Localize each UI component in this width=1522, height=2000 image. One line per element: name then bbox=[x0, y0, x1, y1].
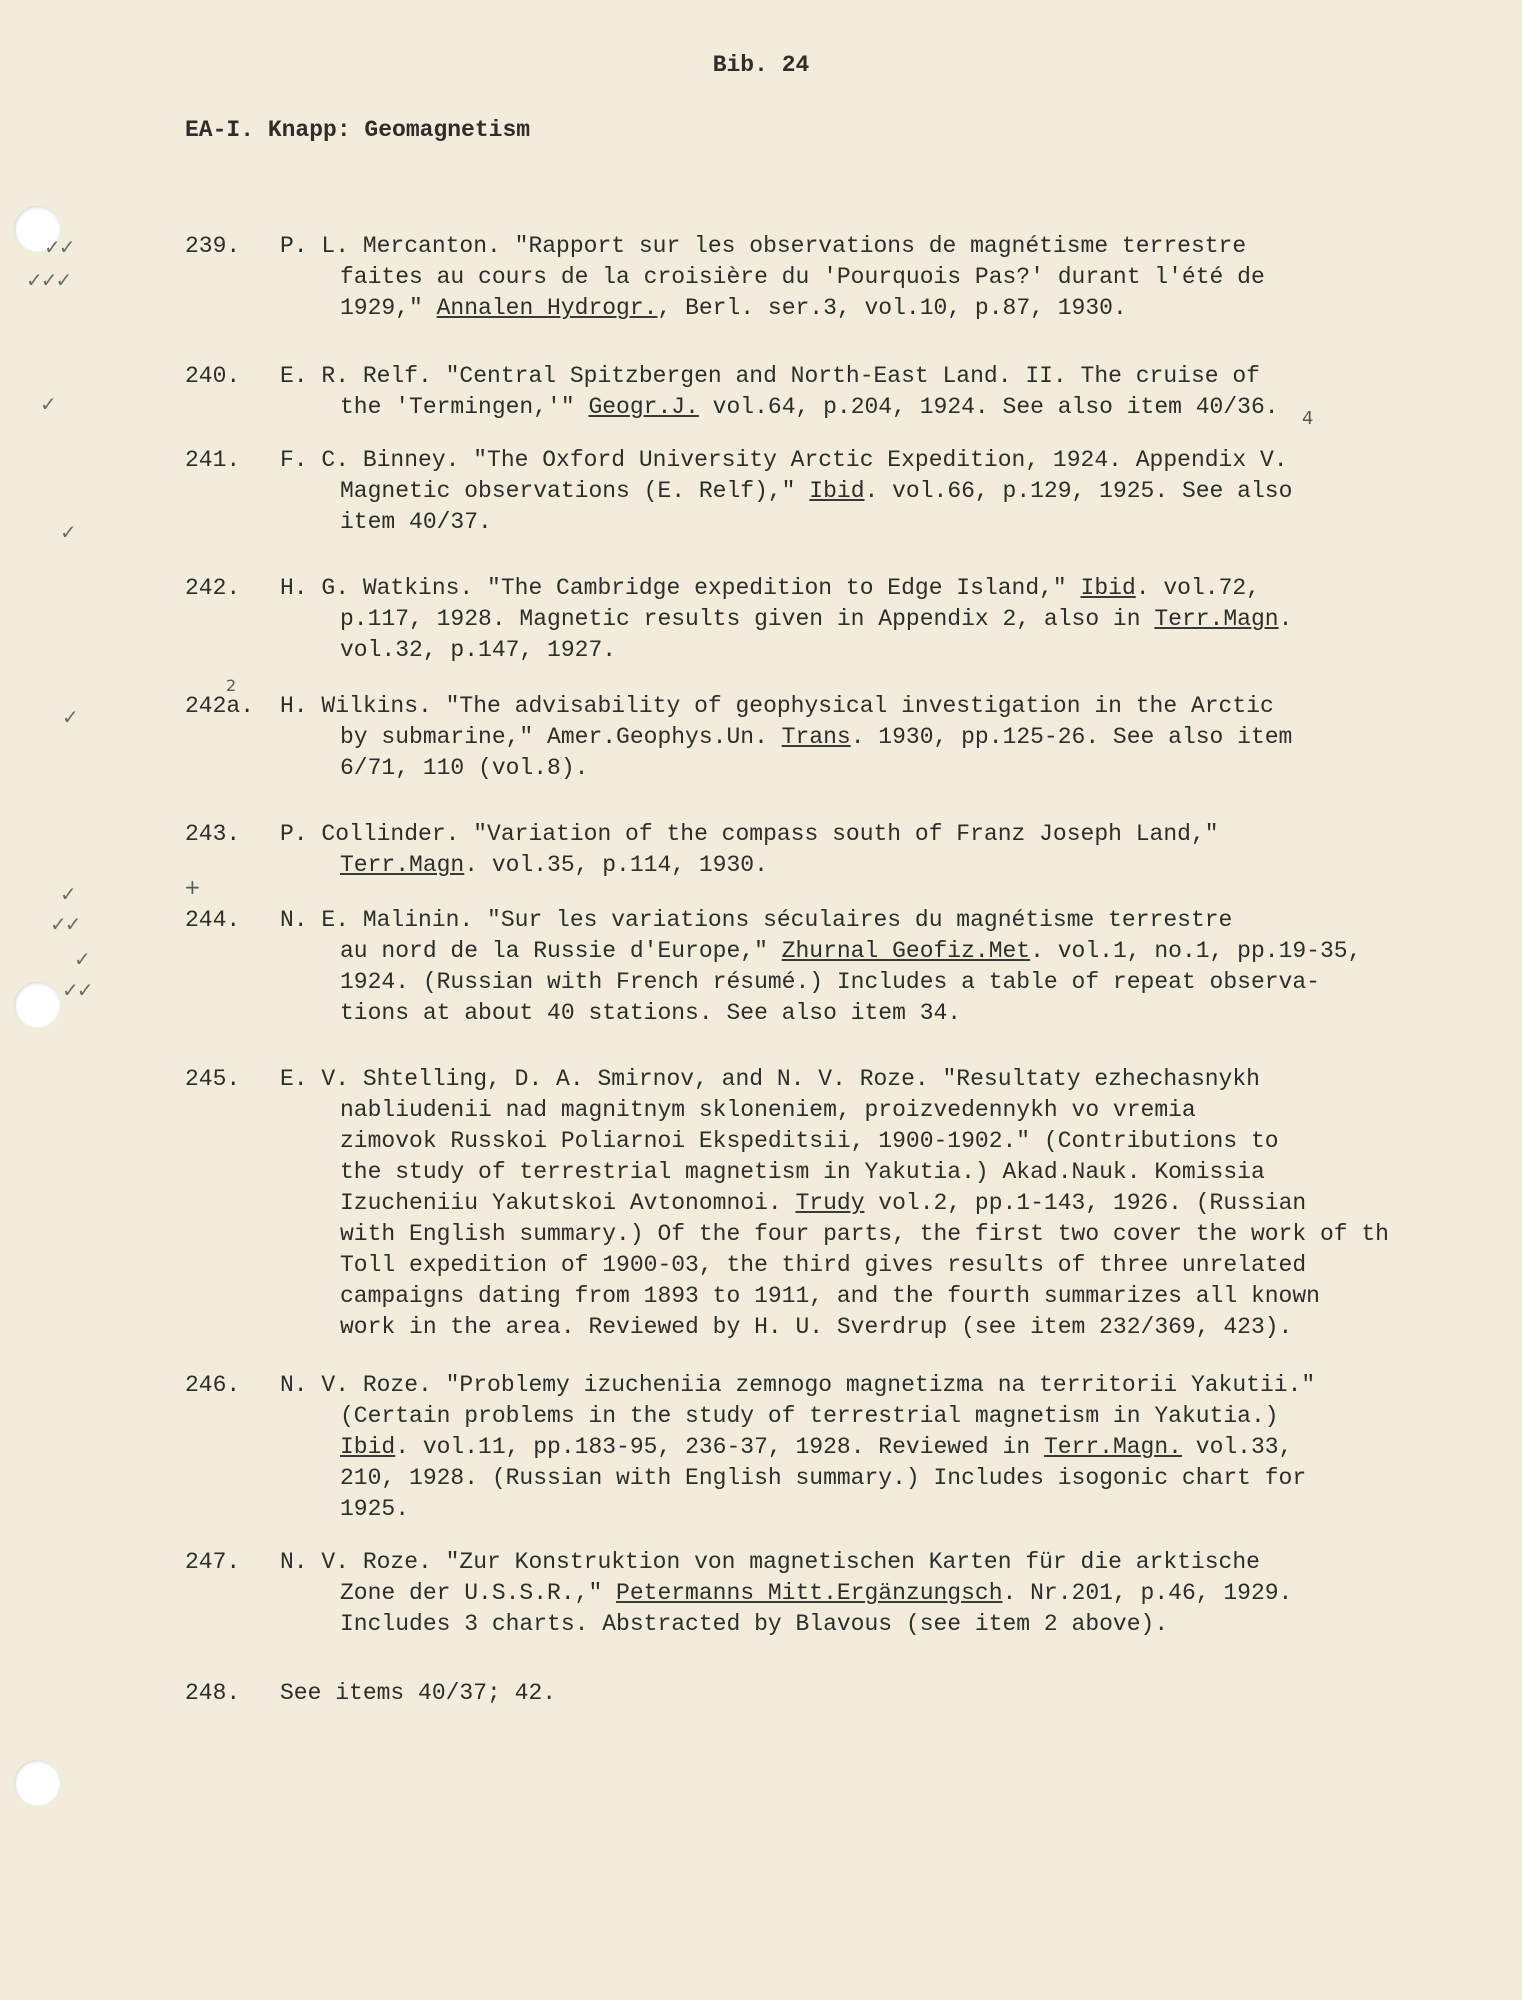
text-segment: Zone der U.S.S.R.," bbox=[340, 1580, 617, 1606]
entry-line bbox=[280, 1401, 1315, 1432]
entry-number: 241. bbox=[185, 447, 241, 473]
text-segment: . vol.66, p.129, 1925. See also bbox=[864, 478, 1293, 504]
entry-line bbox=[280, 1547, 1292, 1578]
text-segment: p.117, 1928. Magnetic results given in Appendix 2, also in bbox=[340, 606, 1155, 632]
entry-number: 247. bbox=[185, 1549, 241, 1575]
text-segment: E. V. Shtelling, D. A. Smirnov, and N. V. Roze. "Resultaty ezhechasnykh bbox=[280, 1066, 1260, 1092]
underlined-title: Ibid bbox=[809, 478, 865, 504]
entry-line bbox=[280, 691, 1292, 722]
entry-line bbox=[280, 1126, 1389, 1157]
text-segment: 210, 1928. (Russian with English summary.) Includes isogonic chart for bbox=[340, 1465, 1307, 1491]
entry-line bbox=[280, 1157, 1389, 1188]
entry-text bbox=[280, 819, 1219, 881]
entry-line bbox=[280, 850, 1219, 881]
text-segment: campaigns dating from 1893 to 1911, and the fourth summarizes all known bbox=[340, 1283, 1320, 1309]
entry-line bbox=[280, 1370, 1315, 1401]
entry-line bbox=[280, 1678, 556, 1709]
text-segment: N. V. Roze. "Problemy izucheniia zemnogo magnetizma na territorii Yakutii." bbox=[280, 1372, 1316, 1398]
text-segment: See items 40/37; 42. bbox=[280, 1680, 557, 1706]
entry-line bbox=[280, 445, 1292, 476]
pencil-correction: 4 bbox=[1302, 408, 1314, 429]
entry-line bbox=[280, 936, 1361, 967]
entry-number: 242a. bbox=[185, 693, 255, 719]
entry-line bbox=[280, 1188, 1389, 1219]
underlined-title: Terr.Magn bbox=[340, 852, 465, 878]
text-segment: N. V. Roze. "Zur Konstruktion von magnetischen Karten für die arktische bbox=[280, 1549, 1260, 1575]
entry-number: 240. bbox=[185, 363, 241, 389]
text-segment: , Berl. ser.3, vol.10, p.87, 1930. bbox=[657, 295, 1127, 321]
margin-check-mark: ✓ bbox=[40, 392, 55, 416]
entry-line bbox=[280, 231, 1265, 262]
pencil-correction: 2 bbox=[226, 676, 237, 695]
entry-text bbox=[280, 691, 1292, 784]
entry-text bbox=[280, 445, 1292, 538]
entry-line bbox=[280, 753, 1292, 784]
underlined-title: Petermanns Mitt.Ergänzungsch bbox=[616, 1580, 1003, 1606]
text-segment: zimovok Russkoi Poliarnoi Ekspeditsii, 1900-1902." (Contributions to bbox=[340, 1128, 1279, 1154]
text-segment: P. Collinder. "Variation of the compass south of Franz Joseph Land," bbox=[280, 821, 1219, 847]
entry-text bbox=[280, 905, 1361, 1029]
text-segment: . 1930, pp.125-26. See also item bbox=[850, 724, 1293, 750]
punch-hole bbox=[14, 982, 60, 1028]
entry-number: 248. bbox=[185, 1680, 241, 1706]
text-segment: (Certain problems in the study of terrestrial magnetism in Yakutia.) bbox=[340, 1403, 1279, 1429]
text-segment: faites au cours de la croisière du 'Pourquois Pas?' durant l'été de bbox=[340, 264, 1265, 290]
text-segment: 1929," bbox=[340, 295, 437, 321]
entry-line bbox=[280, 1609, 1292, 1640]
underlined-title: Zhurnal Geofiz.Met bbox=[781, 938, 1031, 964]
text-segment: 1925. bbox=[340, 1496, 410, 1522]
underlined-title: Ibid bbox=[1080, 575, 1136, 601]
entry-line bbox=[280, 1312, 1389, 1343]
entry-line bbox=[280, 1463, 1315, 1494]
entry-line bbox=[280, 998, 1361, 1029]
underlined-title: Terr.Magn bbox=[1154, 606, 1279, 632]
entry-number: 246. bbox=[185, 1372, 241, 1398]
entry-number: 245. bbox=[185, 1066, 241, 1092]
text-segment: H. G. Watkins. "The Cambridge expedition to Edge Island," bbox=[280, 575, 1081, 601]
entry-text bbox=[280, 573, 1292, 666]
text-segment: Includes 3 charts. Abstracted by Blavous (see item 2 above). bbox=[340, 1611, 1169, 1637]
text-segment: vol.2, pp.1-143, 1926. (Russian bbox=[864, 1190, 1307, 1216]
text-segment: . vol.35, p.114, 1930. bbox=[464, 852, 768, 878]
text-segment: vol.33, bbox=[1181, 1434, 1293, 1460]
margin-check-mark: ✓✓ bbox=[50, 912, 80, 936]
entry-line bbox=[280, 361, 1279, 392]
entry-number: 244. bbox=[185, 907, 241, 933]
entry-line bbox=[280, 293, 1265, 324]
text-segment: nabliudenii nad magnitnym skloneniem, proizvedennykh vo vremia bbox=[340, 1097, 1196, 1123]
entry-line bbox=[280, 1219, 1389, 1250]
text-segment: . vol.11, pp.183-95, 236-37, 1928. Reviewed in bbox=[395, 1434, 1044, 1460]
text-segment: Toll expedition of 1900-03, the third gives results of three unrelated bbox=[340, 1252, 1307, 1278]
pencil-mark: + bbox=[184, 875, 201, 899]
margin-check-mark: ✓✓✓ bbox=[26, 268, 71, 292]
punch-hole bbox=[14, 1760, 60, 1806]
text-segment: by submarine," Amer.Geophys.Un. bbox=[340, 724, 782, 750]
underlined-title: Annalen Hydrogr. bbox=[436, 295, 658, 321]
entry-line bbox=[280, 819, 1219, 850]
entry-text bbox=[280, 1547, 1292, 1640]
text-segment: vol.32, p.147, 1927. bbox=[340, 637, 617, 663]
entry-number: 243. bbox=[185, 821, 241, 847]
text-segment: au nord de la Russie d'Europe," bbox=[340, 938, 782, 964]
entry-text bbox=[280, 1370, 1315, 1525]
text-segment: F. C. Binney. "The Oxford University Arctic Expedition, 1924. Appendix V. bbox=[280, 447, 1288, 473]
entry-line bbox=[280, 573, 1292, 604]
entry-line bbox=[280, 1281, 1389, 1312]
text-segment: 1924. (Russian with French résumé.) Includes a table of repeat observa- bbox=[340, 969, 1320, 995]
entry-text bbox=[280, 231, 1265, 324]
entry-line bbox=[280, 1095, 1389, 1126]
page-header: Bib. 24 bbox=[712, 52, 810, 78]
entry-text bbox=[280, 361, 1279, 423]
text-segment: E. R. Relf. "Central Spitzbergen and North-East Land. II. The cruise of bbox=[280, 363, 1260, 389]
entry-number: 242. bbox=[185, 575, 241, 601]
text-segment: work in the area. Reviewed by H. U. Sverdrup (see item 232/369, 423). bbox=[340, 1314, 1293, 1340]
text-segment: N. E. Malinin. "Sur les variations séculaires du magnétisme terrestre bbox=[280, 907, 1233, 933]
underlined-title: Ibid bbox=[340, 1434, 396, 1460]
entry-line bbox=[280, 1578, 1292, 1609]
entry-text bbox=[280, 1678, 556, 1709]
entry-number: 239. bbox=[185, 233, 241, 259]
entry-line bbox=[280, 1432, 1315, 1463]
entry-line bbox=[280, 262, 1265, 293]
entry-line bbox=[280, 604, 1292, 635]
text-segment: the study of terrestrial magnetism in Yakutia.) Akad.Nauk. Komissia bbox=[340, 1159, 1265, 1185]
underlined-title: Trudy bbox=[795, 1190, 865, 1216]
entry-line bbox=[280, 967, 1361, 998]
text-segment: item 40/37. bbox=[340, 509, 492, 535]
entry-line bbox=[280, 1064, 1389, 1095]
underlined-title: Geogr.J. bbox=[588, 394, 699, 420]
margin-check-mark: ✓✓ bbox=[62, 978, 92, 1002]
text-segment: P. L. Mercanton. "Rapport sur les observations de magnétisme terrestre bbox=[280, 233, 1247, 259]
entry-line bbox=[280, 476, 1292, 507]
margin-check-mark: ✓ bbox=[74, 947, 89, 971]
margin-check-mark: ✓✓ bbox=[44, 235, 74, 259]
margin-check-mark: ✓ bbox=[60, 882, 75, 906]
text-segment: with English summary.) Of the four parts, the first two cover the work of th bbox=[340, 1221, 1389, 1247]
underlined-title: Trans bbox=[781, 724, 851, 750]
margin-check-mark: ✓ bbox=[62, 705, 77, 729]
text-segment: Magnetic observations (E. Relf)," bbox=[340, 478, 810, 504]
text-segment: . Nr.201, p.46, 1929. bbox=[1002, 1580, 1293, 1606]
entry-line bbox=[280, 507, 1292, 538]
text-segment: vol.64, p.204, 1924. See also item 40/36. bbox=[698, 394, 1279, 420]
text-segment: . bbox=[1278, 606, 1293, 632]
entry-line bbox=[280, 905, 1361, 936]
entry-line bbox=[280, 722, 1292, 753]
entry-text bbox=[280, 1064, 1389, 1343]
underlined-title: Terr.Magn. bbox=[1043, 1434, 1182, 1460]
text-segment: tions at about 40 stations. See also item 34. bbox=[340, 1000, 962, 1026]
text-segment: . vol.72, bbox=[1135, 575, 1260, 601]
margin-check-mark: ✓ bbox=[60, 520, 75, 544]
text-segment: Izucheniiu Yakutskoi Avtonomnoi. bbox=[340, 1190, 796, 1216]
text-segment: H. Wilkins. "The advisability of geophysical investigation in the Arctic bbox=[280, 693, 1274, 719]
text-segment: the 'Termingen,'" bbox=[340, 394, 589, 420]
entry-line bbox=[280, 1494, 1315, 1525]
entry-line bbox=[280, 392, 1279, 423]
entry-line bbox=[280, 635, 1292, 666]
section-title: EA-I. Knapp: Geomagnetism bbox=[185, 117, 531, 143]
text-segment: . vol.1, no.1, pp.19-35, bbox=[1030, 938, 1362, 964]
entry-line bbox=[280, 1250, 1389, 1281]
text-segment: 6/71, 110 (vol.8). bbox=[340, 755, 589, 781]
